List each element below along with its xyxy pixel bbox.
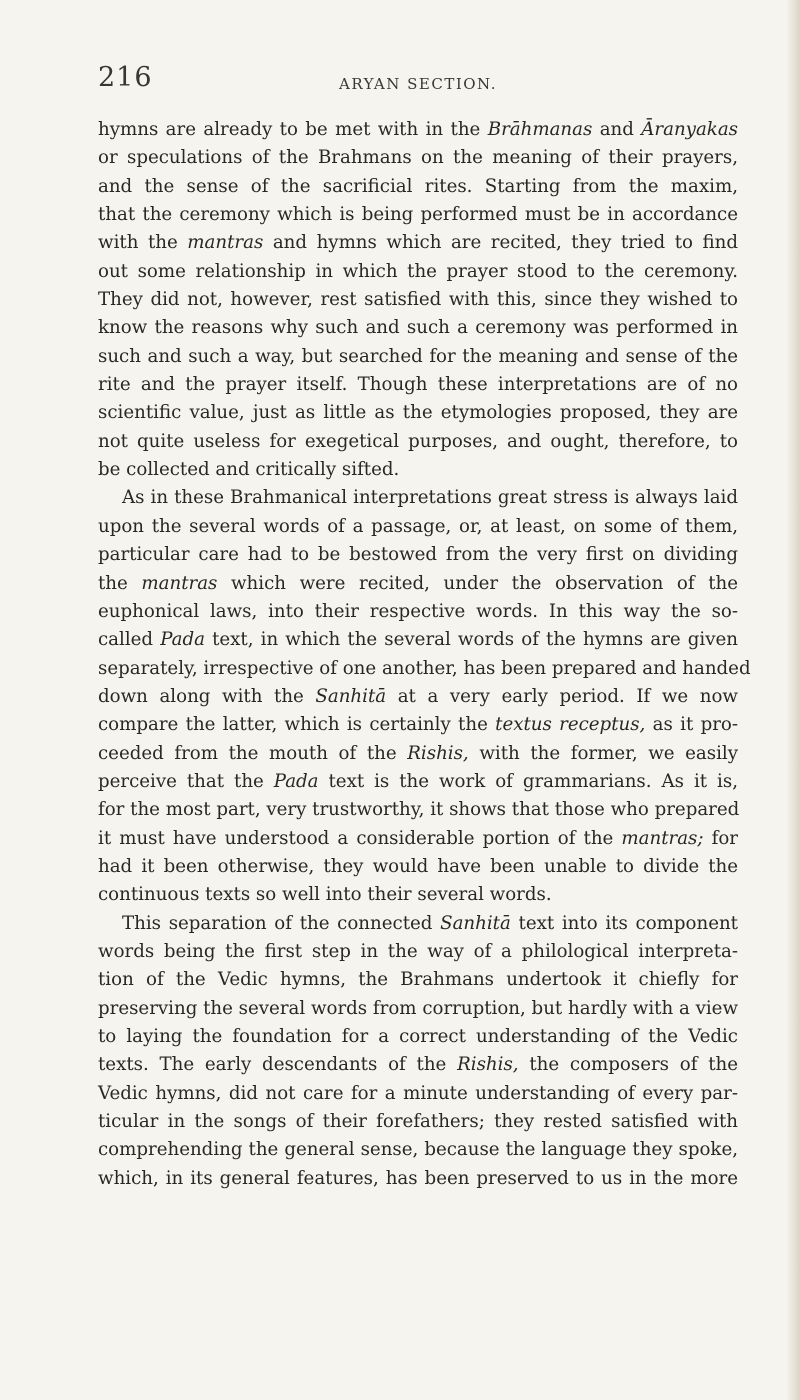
italic-term: textus receptus,: [495, 714, 646, 736]
text-run: know the reasons why such and such a ceremony was performed in: [98, 317, 738, 339]
text-line: [98, 853, 738, 881]
text-line: [98, 428, 738, 456]
italic-term: Sanhitā: [315, 685, 387, 707]
text-line: [98, 768, 738, 796]
text-run: upon the several words of a passage, or, at least, on some of them,: [98, 515, 738, 537]
text-run: that the ceremony which is being performed must be in accordance: [98, 204, 738, 226]
text-line: [98, 314, 738, 342]
text-run: at a very early period. If we now: [386, 685, 738, 707]
text-line: [98, 116, 738, 144]
text-run: tion of the Vedic hymns, the Brahmans undertook it chiefly for: [98, 969, 738, 991]
text-run: euphonical laws, into their respective words. In this way the so-: [98, 600, 738, 622]
text-line: [98, 201, 738, 229]
text-run: which, in its general features, has been preserved to us in the more: [98, 1167, 738, 1189]
text-line: [98, 938, 738, 966]
text-run: as it pro-: [645, 714, 739, 736]
italic-term: Āranyakas: [641, 119, 738, 140]
text-line: [98, 1108, 738, 1136]
text-line: [98, 995, 738, 1023]
text-run: text, in which the several words of the hymns are given: [204, 629, 738, 651]
text-run: separately, irrespective of one another, has been prepared and handed: [98, 657, 751, 679]
text-run: be collected and critically sifted.: [98, 459, 400, 481]
text-line: [98, 740, 738, 768]
text-run: the: [98, 572, 142, 594]
text-run: for: [703, 827, 738, 849]
text-run: particular care had to be bestowed from the very first on dividing: [98, 544, 738, 566]
text-run: for the most part, very trustworthy, it shows that those who prepared: [98, 799, 740, 821]
text-line: [98, 711, 738, 739]
text-run: compare the latter, which is certainly the: [98, 714, 496, 736]
text-run: preserving the several words from corruption, but hardly with a view: [98, 997, 739, 1019]
text-run: They did not, however, rest satisfied with this, since they wished to: [98, 289, 738, 311]
text-run: called: [98, 629, 161, 651]
text-line: [98, 598, 738, 626]
text-line: [98, 258, 738, 286]
text-run: and the sense of the sacrificial rites. Starting from the maxim,: [98, 175, 738, 197]
text-run: which were recited, under the observation of the: [217, 572, 738, 594]
text-run: Vedic hymns, did not care for a minute understanding of every par-: [98, 1082, 738, 1104]
text-run: and: [592, 119, 642, 140]
text-run: ticular in the songs of their forefathers; they rested satisfied with: [98, 1111, 738, 1133]
text-run: This separation of the connected: [122, 912, 441, 934]
text-line: [98, 910, 738, 938]
italic-term: Sanhitā: [440, 912, 511, 934]
text-line: [98, 796, 738, 824]
italic-term: Pada: [160, 629, 205, 651]
italic-term: mantras;: [621, 827, 704, 849]
text-run: and hymns which are recited, they tried to find: [263, 232, 738, 254]
text-run: comprehending the general sense, because the language they spoke,: [98, 1139, 738, 1161]
italic-term: mantras: [141, 572, 218, 594]
text-run: text is the work of grammarians. As it is,: [318, 770, 738, 792]
text-run: text into its component: [510, 912, 738, 934]
text-line: [98, 513, 738, 541]
text-run: not quite useless for exegetical purposes, and ought, therefore, to: [98, 430, 738, 452]
text-line: [98, 626, 738, 654]
page-header: [98, 62, 738, 102]
text-line: [98, 1136, 738, 1164]
text-line: [98, 456, 738, 484]
italic-term: Pada: [273, 770, 319, 792]
text-line: [98, 484, 738, 512]
text-line: [98, 371, 738, 399]
text-run: with the: [98, 232, 188, 254]
text-run: scientific value, just as little as the etymologies proposed, they are: [98, 402, 738, 424]
text-line: [98, 1051, 738, 1079]
text-run: down along with the: [98, 685, 316, 707]
text-line: [98, 881, 738, 909]
text-run: to laying the foundation for a correct understanding of the Vedic: [98, 1026, 738, 1047]
text-run: perceive that the: [98, 770, 274, 792]
text-line: [98, 343, 738, 371]
text-run: texts. The early descendants of the: [98, 1054, 458, 1076]
body-text: [98, 116, 751, 1193]
text-line: [98, 399, 738, 427]
italic-term: Rishis,: [407, 742, 469, 764]
text-line: [98, 683, 738, 711]
page-number: 216: [98, 62, 153, 93]
text-run: with the former, we easily: [468, 742, 738, 764]
text-run: hymns are already to be met with in the: [98, 119, 488, 140]
text-line: [98, 825, 738, 853]
italic-term: Rishis,: [457, 1054, 519, 1076]
text-run: had it been otherwise, they would have been unable to divide the: [98, 855, 738, 877]
page-edge-shadow: [786, 0, 800, 1400]
text-run: it must have understood a considerable portion of the: [98, 827, 622, 849]
text-run: rite and the prayer itself. Though these interpretations are of no: [98, 374, 738, 396]
text-run: continuous texts so well into their several words.: [98, 884, 552, 906]
text-run: ceeded from the mouth of the: [98, 742, 408, 764]
text-run: or speculations of the Brahmans on the meaning of their prayers,: [98, 147, 738, 169]
italic-term: mantras: [187, 232, 264, 254]
text-run: such and such a way, but searched for the meaning and sense of the: [98, 345, 738, 367]
text-line: [98, 570, 738, 598]
text-line: [98, 1023, 738, 1051]
text-line: [98, 144, 738, 172]
text-line: [98, 286, 738, 314]
text-line: [98, 541, 738, 569]
text-line: [98, 1165, 738, 1193]
text-line: [98, 966, 738, 994]
text-run: the composers of the: [518, 1054, 738, 1076]
text-line: [98, 173, 738, 201]
text-line: [98, 229, 738, 257]
text-run: words being the first step in the way of a philological interpreta-: [98, 940, 738, 962]
text-line: [98, 1080, 738, 1108]
running-title: ARYAN SECTION.: [339, 75, 497, 93]
text-run: As in these Brahmanical interpretations great stress is always laid: [122, 487, 738, 509]
text-run: out some relationship in which the prayer stood to the ceremony.: [98, 260, 738, 282]
italic-term: Brāhmanas: [487, 119, 593, 140]
text-line: [98, 655, 751, 683]
